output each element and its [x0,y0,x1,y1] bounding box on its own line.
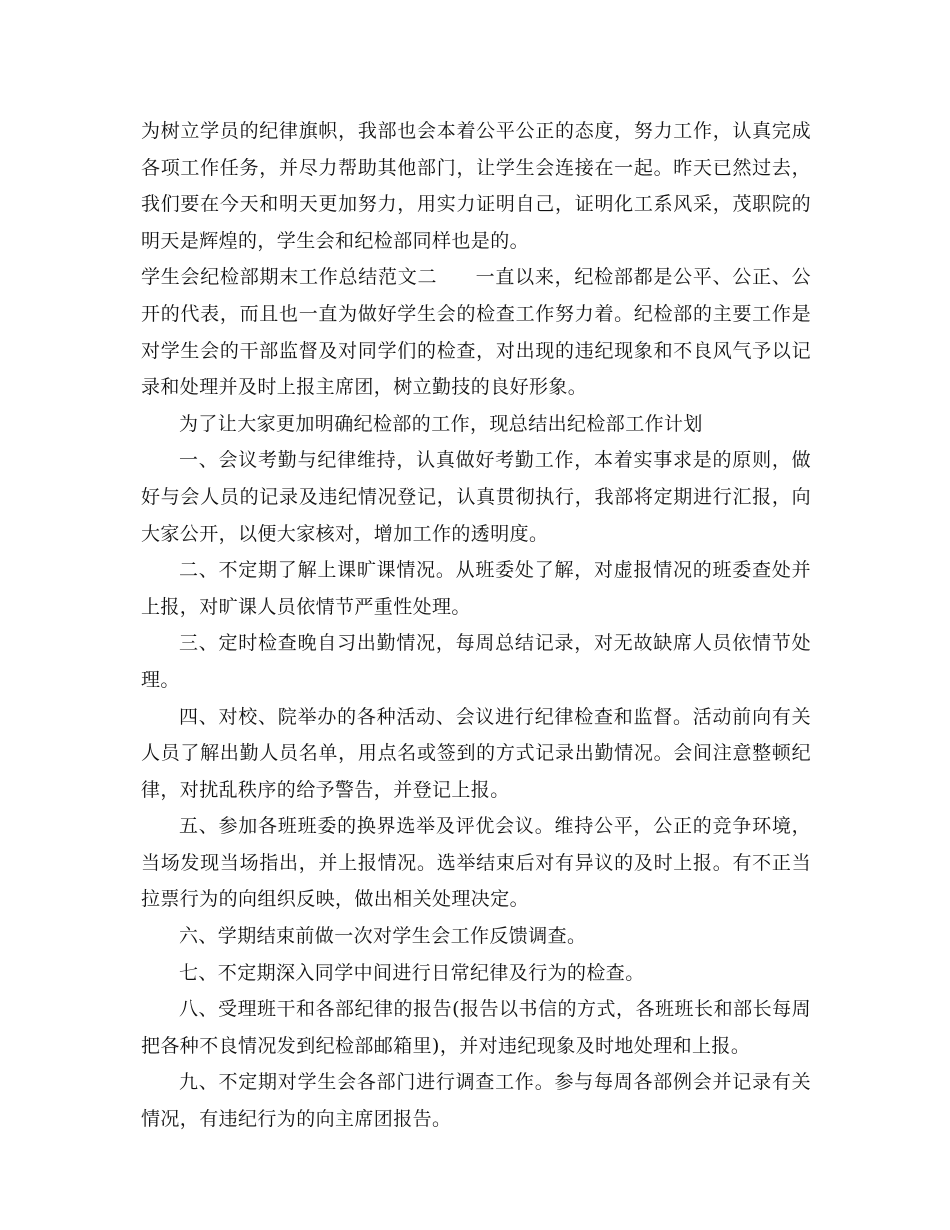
paragraph-item-1: 一、会议考勤与纪律维持，认真做好考勤工作，本着实事求是的原则，做好与会人员的记录及违纪情况登记，认真贯彻执行，我部将定期进行汇报，向大家公开，以便大家核对，增加工作的透明度。 [141,449,811,545]
paragraph-item-3: 三、定时检查晚自习出勤情况，每周总结记录，对无故缺席人员依情节处理。 [141,632,811,691]
paragraph-item-9: 九、不定期对学生会各部门进行调查工作。参与每周各部例会并记录有关情况，有违纪行为的向主席团报告。 [141,1071,811,1131]
paragraph-item-5: 五、参加各班班委的换界选举及评优会议。维持公平，公正的竞争环境，当场发现当场指出，并上报情况。选举结束后对有异议的及时上报。有不正当拉票行为的向组织反映，做出相关处理决定。 [141,815,811,911]
paragraph-item-7: 七、不定期深入同学中间进行日常纪律及行为的检查。 [179,961,645,984]
paragraph-section-two-intro [141,259,811,405]
section-intro-text: 一直以来，纪检部都是公平、公正、公开的代表，而且也一直为做好学生会的检查工作努力着。纪检部的主要工作是对学生会的干部监督及对同学们的检查，对出现的违纪现象和不良风气予以记录和处理并及时上报主席团，树立勤技的良好形象。 [141,266,811,399]
paragraph-closing-statement: 为树立学员的纪律旗帜，我部也会本着公平公正的态度，努力工作，认真完成各项工作任务，并尽力帮助其他部门，让学生会连接在一起。昨天已然过去，我们要在今天和明天更加努力，用实力证明自己，证明化工系风采，茂职院的明天是辉煌的，学生会和纪检部同样也是的。 [141,120,811,252]
paragraph-item-4: 四、对校、院举办的各种活动、会议进行纪律检查和监督。活动前向有关人员了解出勤人员名单，用点名或签到的方式记录出勤情况。会间注意整顿纪律，对扰乱秩序的给予警告，并登记上报。 [141,705,811,801]
paragraph-item-8: 八、受理班干和各部纪律的报告(报告以书信的方式，各班班长和部长每周把各种不良情况发到纪检部邮箱里)，并对违纪现象及时地处理和上报。 [141,998,811,1057]
paragraph-plan-intro: 为了让大家更加明确纪检部的工作，现总结出纪检部工作计划 [179,412,703,435]
document-body [141,113,811,1138]
section-heading: 学生会纪检部期末工作总结范文二 [141,266,438,289]
paragraph-item-2: 二、不定期了解上课旷课情况。从班委处了解，对虚报情况的班委查处并上报，对旷课人员依情节严重性处理。 [141,559,811,618]
paragraph-item-6: 六、学期结束前做一次对学生会工作反馈调查。 [179,925,587,948]
